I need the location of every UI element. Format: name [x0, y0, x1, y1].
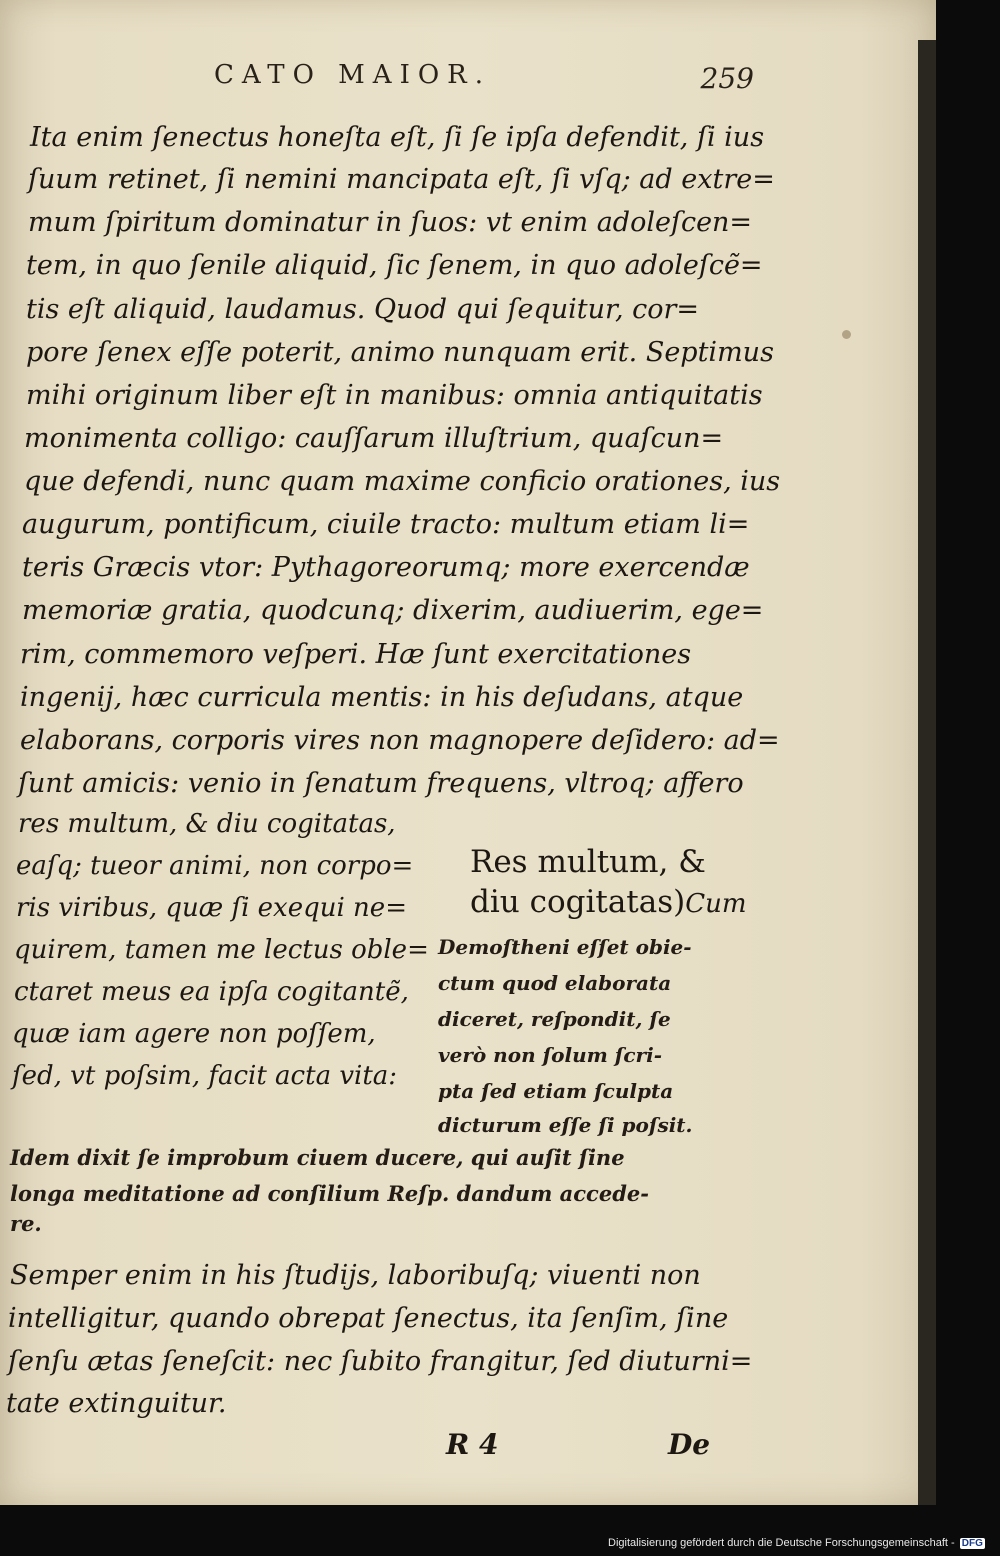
page-edge — [918, 40, 936, 1505]
text-line-narrow: ctaret meus ea ipſa cogitantẽ, — [14, 977, 409, 1007]
text-line: mihi originum liber eſt in manibus: omnia antiquitatis — [26, 380, 763, 411]
text-line-narrow: ris viribus, quæ ſi exequi ne= — [16, 893, 407, 923]
note-lemma-tail: Cum — [685, 889, 747, 919]
note-line: diceret, reſpondit, ſe — [438, 1007, 671, 1031]
note-line: dicturum eſſe ſi poſsit. — [438, 1113, 693, 1137]
page-number: 259 — [700, 62, 754, 95]
note-line: Demoſtheni eſſet obie- — [438, 935, 692, 959]
text-line-narrow: quæ iam agere non poſſem, — [12, 1019, 376, 1049]
note-line: ctum quod elaborata — [438, 971, 672, 995]
text-line: Ita enim ſenectus honeſta eſt, ſi ſe ipſa defendit, ſi ius — [30, 122, 765, 153]
note-line: pta ſed etiam ſculpta — [438, 1079, 674, 1103]
text-line: mum ſpiritum dominatur in ſuos: vt enim adoleſcen= — [28, 207, 753, 238]
text-line-narrow: ſed, vt poſsim, facit acta vita: — [12, 1061, 398, 1091]
text-line: elaborans, corporis vires non magnopere deſidero: ad= — [20, 725, 780, 756]
text-line: que defendi, nunc quam maxime conficio orationes, ius — [24, 466, 781, 497]
text-line-narrow: quirem, tamen me lectus oble= — [14, 935, 429, 965]
note-line-wide: re. — [10, 1211, 42, 1236]
text-line: ſuum retinet, ſi nemini mancipata eſt, ſi vſq; ad extre= — [28, 164, 775, 195]
catchword: De — [668, 1428, 711, 1461]
signature-mark: R 4 — [446, 1428, 499, 1461]
note-line-wide: longa meditatione ad conſilium Reſp. dandum accede- — [10, 1181, 649, 1206]
note-lemma-text: diu cogitatas) — [470, 884, 686, 920]
text-line: ſunt amicis: venio in ſenatum frequens, vltroq; affero — [18, 768, 744, 799]
text-line: rim, commemoro veſperi. Hæ ſunt exercitationes — [20, 639, 692, 670]
text-line: ſenſu ætas ſeneſcit: nec ſubito frangitur, ſed diuturni= — [8, 1346, 753, 1377]
dfg-banner — [608, 1537, 998, 1553]
text-line: tem, in quo ſenile aliquid, ſic ſenem, in quo adoleſcẽ= — [26, 250, 763, 281]
text-line: augurum, pontificum, ciuile tracto: multum etiam li= — [22, 509, 750, 540]
running-head — [214, 56, 754, 96]
text-line: monimenta colligo: cauſſarum illuſtrium, quaſcun= — [24, 423, 724, 454]
text-line: intelligitur, quando obrepat ſenectus, ita ſenſim, ſine — [8, 1303, 729, 1334]
text-line-narrow: eaſq; tueor animi, non corpo= — [16, 851, 414, 881]
note-line: verò non ſolum ſcri- — [438, 1043, 662, 1067]
running-title: CATO MAIOR. — [214, 60, 491, 90]
text-line: tis eſt aliquid, laudamus. Quod qui ſequitur, cor= — [26, 294, 700, 325]
text-line-narrow: res multum, & diu cogitatas, — [18, 809, 396, 839]
marginal-note-lemma — [470, 842, 770, 924]
note-lemma-line — [470, 882, 770, 924]
paper-stain — [842, 330, 851, 339]
note-lemma-line: Res multum, & — [470, 844, 706, 880]
dfg-banner-text: Digitalisierung gefördert durch die Deutsche Forschungsgemeinschaft - — [608, 1537, 955, 1549]
text-line: memoriæ gratia, quodcunq; dixerim, audiuerim, ege= — [22, 595, 764, 626]
text-line: teris Græcis vtor: Pythagoreorumq; more exercendæ — [22, 552, 750, 583]
dfg-logo-icon: DFG — [961, 1538, 983, 1549]
text-line: ingenij, hæc curricula mentis: in his deſudans, atque — [20, 682, 744, 713]
text-line: pore ſenex eſſe poterit, animo nunquam erit. Septimus — [26, 337, 774, 368]
text-line: Semper enim in his ſtudijs, laboribuſq; viuenti non — [10, 1260, 701, 1291]
note-line-wide: Idem dixit ſe improbum ciuem ducere, qui auſit ſine — [10, 1145, 625, 1170]
text-line: tate extinguitur. — [6, 1388, 227, 1419]
